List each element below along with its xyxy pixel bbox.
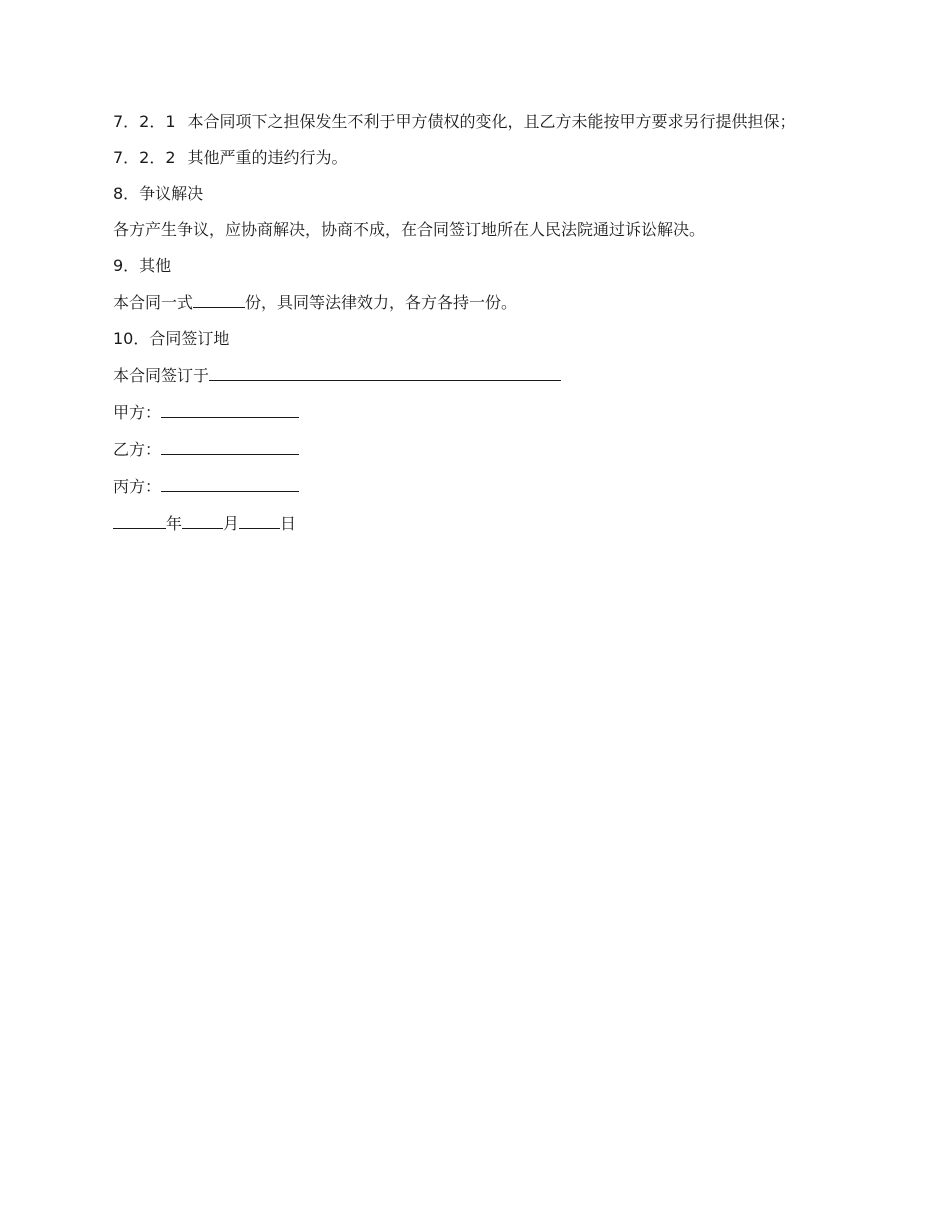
copies-blank [193, 292, 245, 308]
copies-statement [113, 292, 838, 312]
signing-place-label: 本合同签订于 [113, 366, 210, 385]
day-blank [239, 513, 280, 529]
year-label: 年 [166, 514, 183, 533]
day-label: 日 [280, 514, 297, 533]
copies-text-before: 本合同一式 [113, 293, 194, 312]
section-heading-other: 9．其他 [113, 256, 172, 275]
clause-number: 7．2．2 [113, 148, 176, 167]
clause-number: 7．2．1 [113, 112, 176, 131]
month-label: 月 [223, 514, 240, 533]
clause-7-2-2 [113, 148, 838, 167]
party-c-line [113, 476, 838, 496]
signing-place-blank [209, 365, 561, 381]
signing-place-line [113, 365, 838, 385]
party-a-line [113, 402, 838, 422]
section-heading-dispute: 8．争议解决 [113, 184, 204, 203]
date-line [113, 513, 838, 533]
clause-7-2-1 [113, 112, 838, 131]
party-a-label: 甲方： [113, 403, 162, 422]
party-b-line [113, 439, 838, 459]
clause-text: 本合同项下之担保发生不利于甲方债权的变化，且乙方未能按甲方要求另行提供担保； [187, 112, 796, 131]
year-blank [113, 513, 166, 529]
section-heading-signing-place: 10．合同签订地 [113, 329, 230, 348]
party-a-blank [161, 402, 299, 418]
clause-text: 其他严重的违约行为。 [187, 148, 348, 167]
party-c-blank [161, 476, 299, 492]
copies-text-after: 份，具同等法律效力，各方各持一份。 [245, 293, 518, 312]
party-b-blank [161, 439, 299, 455]
document-page [113, 112, 838, 550]
dispute-text: 各方产生争议，应协商解决，协商不成，在合同签订地所在人民法院通过诉讼解决。 [113, 220, 706, 239]
party-c-label: 丙方： [113, 477, 162, 496]
party-b-label: 乙方： [113, 440, 162, 459]
month-blank [182, 513, 223, 529]
